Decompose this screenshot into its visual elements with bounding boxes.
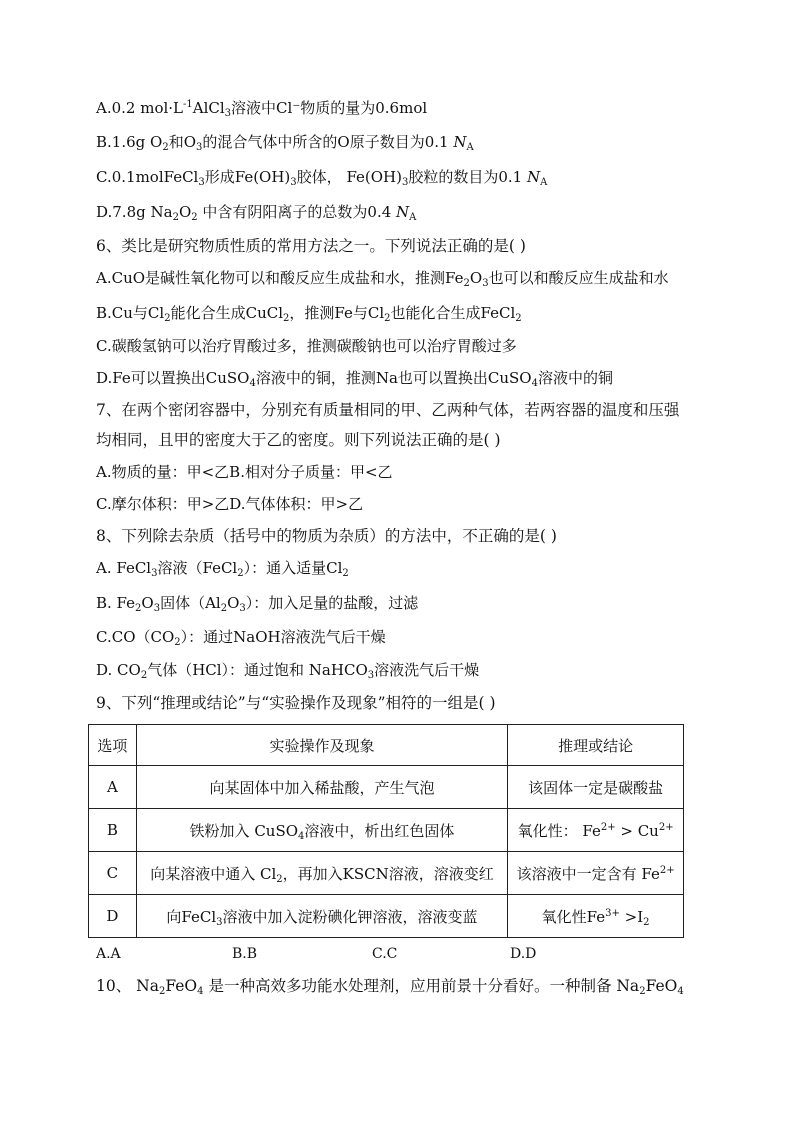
q7-stem-line2: 均相同，且甲的密度大于乙的密度。则下列说法正确的是( ) xyxy=(96,431,501,449)
q5-option-b: B.1.6g $O_2$和$O_3$的混合气体中所含的O原子数目为0.1 $N_A$ xyxy=(96,133,474,153)
q8-option-d: D. $CO_2$气体（HCl）：通过饱和 NaHCO$_3$溶液洗气后干燥 xyxy=(96,661,480,681)
q6-option-a: A.CuO是碱性氧化物可以和酸反应生成盐和水，推测$Fe_2O_3$也可以和酸反应生成盐和水 xyxy=(96,269,669,289)
table-cell-conclusion: 该溶液中一定含有 $Fe^{2+}$ xyxy=(508,852,684,895)
q7-options-ab: A.物质的量：甲<乙B.相对分子质量：甲<乙 xyxy=(96,463,393,481)
q7-options-cd: C.摩尔体积：甲>乙D.气体体积：甲>乙 xyxy=(96,495,364,513)
q5-option-a: A.0.2 $mol\cdot L^{-1}AlCl_3$溶液中Cl⁻物质的量为0.6mol xyxy=(96,99,428,119)
q9-answer-d: D.D xyxy=(510,946,537,962)
table-cell-conclusion: 该固体一定是碳酸盐 xyxy=(508,766,684,809)
table-cell-option: B xyxy=(89,809,137,852)
table-cell-conclusion: 氧化性： $Fe^{2+} > Cu^{2+}$ xyxy=(508,809,684,852)
q9-answer-c: C.C xyxy=(372,946,398,962)
table-cell-operation: 向某固体中加入稀盐酸，产生气泡 xyxy=(136,766,507,809)
table-row xyxy=(89,809,684,852)
q7-stem-line1: 7、在两个密闭容器中，分别充有质量相同的甲、乙两种气体，若两容器的温度和压强 xyxy=(96,401,680,419)
q5-option-c: C.0.1molFeCl$_3$形成$Fe(OH)_3$胶体， $Fe(OH)_3$胶粒的数目为0.1 $N_A$ xyxy=(96,168,548,188)
q9-stem: 9、下列“推理或结论”与“实验操作及现象”相符的一组是( ) xyxy=(96,694,496,712)
q6-stem: 6、类比是研究物质性质的常用方法之一。下列说法正确的是( ) xyxy=(96,237,526,255)
q8-option-a: A. FeCl$_3$溶液（FeCl$_2$）：通入适量$Cl_2$ xyxy=(96,559,349,579)
table-row xyxy=(89,852,684,895)
q8-stem: 8、下列除去杂质（括号中的物质为杂质）的方法中，不正确的是( ) xyxy=(96,527,557,545)
table-cell-operation: 向某溶液中通入 $Cl_2$，再加入KSCN溶液，溶液变红 xyxy=(136,852,507,895)
q8-option-b: B. $Fe_2O_3$固体$(Al_2O_3)$：加入足量的盐酸，过滤 xyxy=(96,594,419,614)
table-header-cell: 选项 xyxy=(89,725,137,766)
table-row xyxy=(89,895,684,938)
table-cell-conclusion: 氧化性$Fe^{3+} >I_2$ xyxy=(508,895,684,938)
table-row xyxy=(89,766,684,809)
table-cell-operation: 铁粉加入 CuSO$_4$溶液中，析出红色固体 xyxy=(136,809,507,852)
q6-option-b: B.Cu与$Cl_2$能化合生成CuCl$_2$，推测Fe与$Cl_2$也能化合生成FeCl$_2$ xyxy=(96,304,522,324)
q10-stem: 10、 $Na_2FeO_4$ 是一种高效多功能水处理剂，应用前景十分看好。一种制备 $Na_2FeO_4$ xyxy=(96,977,684,997)
table-header-cell: 推理或结论 xyxy=(508,725,684,766)
table-cell-operation: 向FeCl$_3$溶液中加入淀粉碘化钾溶液，溶液变蓝 xyxy=(136,895,507,938)
table-header-cell: 实验操作及现象 xyxy=(136,725,507,766)
q9-answer-b: B.B xyxy=(232,946,258,962)
table-cell-option: D xyxy=(89,895,137,938)
q9-table xyxy=(88,724,684,938)
table-cell-option: C xyxy=(89,852,137,895)
q6-option-d: D.Fe可以置换出CuSO$_4$溶液中的铜，推测Na也可以置换出CuSO$_4$溶液中的铜 xyxy=(96,369,613,389)
q6-option-c: C.碳酸氢钠可以治疗胃酸过多，推测碳酸钠也可以治疗胃酸过多 xyxy=(96,337,517,355)
table-cell-option: A xyxy=(89,766,137,809)
q5-option-d: D.7.8g $Na_2O_2$ 中含有阴阳离子的总数为0.4 $N_A$ xyxy=(96,203,417,223)
q8-option-c: $C.CO(CO_2)$：通过NaOH溶液洗气后干燥 xyxy=(96,628,386,648)
q9-answer-a: A.A xyxy=(96,946,121,962)
table-header-row xyxy=(89,725,684,766)
